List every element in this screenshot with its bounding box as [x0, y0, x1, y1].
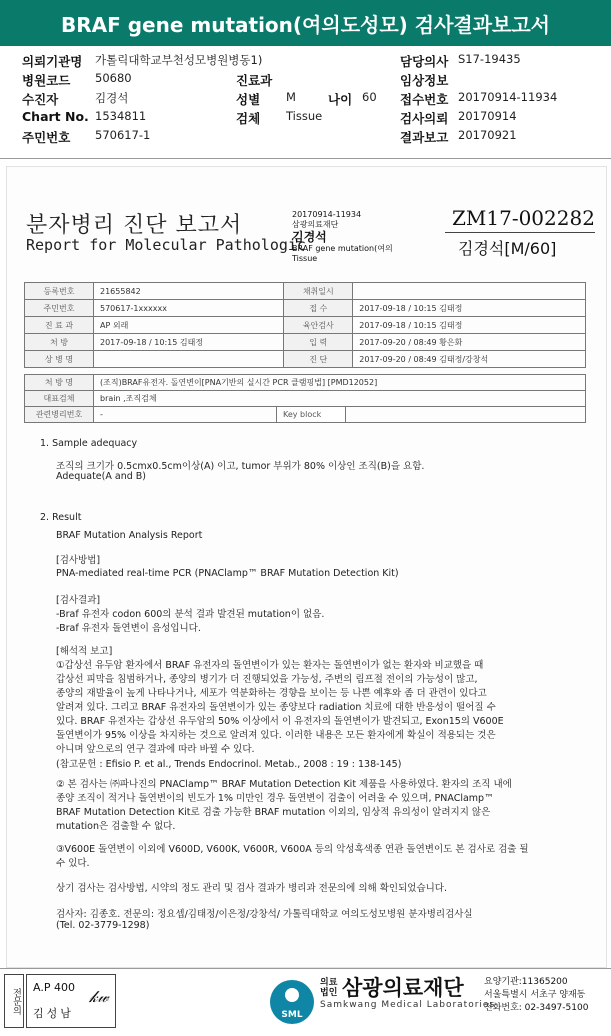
header-label: 의뢰기관명 — [22, 54, 83, 69]
label-lab: 삼광의료재단 — [292, 220, 339, 229]
report-title-english: Report for Molecular Pathologic — [26, 236, 306, 254]
patient-name-age: 김경석[M/60] — [458, 239, 557, 258]
specialist-stamp — [26, 974, 116, 1028]
table-key: 입 력 — [284, 334, 353, 351]
header-label: 병원코드 — [22, 73, 71, 88]
header-row — [0, 109, 611, 127]
table-value — [353, 283, 586, 300]
specimen-label — [292, 210, 420, 264]
report-line: [검사방법] — [56, 555, 101, 566]
table-value: 2017-09-20 / 08:49 황은화 — [353, 334, 586, 351]
table-value: brain ,조직검체 — [94, 391, 586, 407]
order-table — [24, 374, 586, 423]
report-title: BRAF gene mutation(여의도성모) 검사결과보고서 — [60, 12, 550, 37]
table-row — [25, 391, 586, 407]
header-row — [0, 90, 611, 108]
report-line: 알려져 있다. 그리고 BRAF 유전자의 돌연변이가 있는 종양보다 radiation 치료에 대한 반응성이 떨어질 수 — [56, 702, 496, 713]
label-accession: 20170914-11934 — [292, 210, 362, 219]
table-key: 채취일시 — [284, 283, 353, 300]
signature: 𝓀𝓌 — [89, 987, 109, 1006]
table-key: 처 방 — [25, 334, 94, 351]
report-line: PNA-mediated real-time PCR (PNAClamp™ BRAF Mutation Detection Kit) — [56, 568, 399, 579]
foundation-prefix — [320, 978, 337, 998]
table-row — [25, 375, 586, 391]
table-value: - — [94, 407, 277, 423]
footer-divider — [0, 968, 611, 969]
foundation-name-english: Samkwang Medical Laboratories — [320, 1000, 496, 1010]
header-label: 검사의뢰 — [400, 111, 449, 126]
pathology-code: ZM17-002282 — [452, 206, 595, 230]
foundation-prefix-2: 법인 — [320, 988, 338, 998]
table-value: 2017-09-20 / 08:49 김태정/강창석 — [353, 351, 586, 368]
table-value: 570617-1xxxxxx — [94, 300, 284, 317]
patient-header — [0, 52, 611, 152]
report-line: -Braf 유전자 돌연변이 음성입니다. — [56, 623, 201, 634]
logo-text: SML — [281, 1010, 303, 1020]
foundation-contact — [484, 976, 588, 1015]
report-title-bar — [0, 0, 611, 46]
header-value: 50680 — [95, 71, 132, 85]
header-label: 담당의사 — [400, 54, 449, 69]
table-value — [346, 407, 586, 423]
header-value: M — [286, 90, 296, 104]
header-value: 가톨릭대학교부천성모병원병동1) — [95, 53, 263, 67]
foundation-prefix-1: 의료 — [320, 978, 338, 988]
contact-code: 요양기관:11365200 — [484, 977, 568, 987]
table-value: 2017-09-18 / 10:15 김태정 — [94, 334, 284, 351]
report-line: 돌연변이가 95% 이상을 차지하는 것으로 알려져 있다. 이러한 내용은 모든 환자에게 확실이 적용되는 것은 — [56, 730, 496, 741]
header-value: 20170914 — [458, 109, 517, 123]
table-key: 접 수 — [284, 300, 353, 317]
label-specimen: Tissue — [292, 254, 318, 263]
contact-address: 서울특별시 서초구 양재동 — [484, 990, 586, 1000]
table-row — [25, 317, 586, 334]
table-value: (조직)BRAF유전자. 돌연변이[PNA기반의 실시간 PCR 클램핑법] [PMD12052] — [94, 375, 586, 391]
table-row — [25, 334, 586, 351]
header-value: 60 — [362, 90, 377, 104]
header-divider — [0, 158, 611, 159]
header-label: 진료과 — [236, 73, 273, 88]
report-line: 검사자: 김종호. 전문의: 정요셉/김태정/이은정/강창석/ 가톨릭대학교 여의도성모병원 분자병리검사실 — [56, 909, 473, 920]
table-key: 주민번호 — [25, 300, 94, 317]
report-line: 종양 조직이 적거나 돌연변이의 빈도가 1% 미만인 경우 돌연변이 검출이 어려울 수 있으며, PNAClamp™ — [56, 793, 494, 804]
report-line: 갑상선 피막을 침범하거나, 종양의 병기가 더 진행되었을 가능성, 주변의 림프절 전이의 가능성이 많고, — [56, 674, 478, 685]
header-label: 주민번호 — [22, 130, 71, 145]
table-value: AP 외래 — [94, 317, 284, 334]
report-line: 상기 검사는 검사방법, 시약의 정도 관리 및 검사 결과가 병리과 전문의에 의해 확인되었습니다. — [56, 883, 448, 894]
report-line: 있다. BRAF 유전자는 갑상선 유두암의 50% 이상에서 이 유전자의 돌연변이가 발견되고, Exon15의 V600E — [56, 716, 504, 727]
report-line: (참고문헌 : Efisio P. et al., Trends Endocrinol. Metab., 2008 : 19 : 138-145) — [56, 759, 402, 770]
report-line: mutation은 검출할 수 없다. — [56, 821, 176, 832]
table-key: 육안검사 — [284, 317, 353, 334]
report-line: (Tel. 02-3779-1298) — [56, 920, 150, 931]
table-row — [25, 351, 586, 368]
report-line: 수 있다. — [56, 858, 90, 869]
report-line: Adequate(A and B) — [56, 471, 146, 482]
table-value — [94, 351, 284, 368]
logo-dot — [285, 988, 299, 1002]
contact-phone: 전화번호: 02-3497-5100 — [484, 1003, 589, 1013]
header-label: 임상정보 — [400, 73, 449, 88]
report-line: BRAF Mutation Detection Kit로 검출 가능한 BRAF mutation 이외의, 임상적 유의성이 알려지지 않은 — [56, 807, 491, 818]
doctor-name: 김성남 — [33, 1007, 74, 1020]
header-row — [0, 71, 611, 89]
header-label: 검체 — [236, 111, 261, 126]
table-key: 대표검체 — [25, 391, 94, 407]
doctor-code: A.P 400 — [33, 981, 75, 994]
lab-logo-icon — [270, 980, 314, 1024]
report-line: [검사결과] — [56, 595, 101, 606]
table-key: 진 료 과 — [25, 317, 94, 334]
report-line: 종양의 재발율이 높게 나타나거나, 세포가 역분화하는 경향을 보이는 등 나쁜 예후와 좀 더 관련이 있다고 — [56, 688, 487, 699]
header-row — [0, 128, 611, 146]
table-key: 등록번호 — [25, 283, 94, 300]
foundation-name: 삼광의료재단 — [342, 976, 464, 1000]
report-line: 아니며 앞으로의 연구 결과에 따라 바뀔 수 있다. — [56, 744, 255, 755]
report-title-korean: 분자병리 진단 보고서 — [26, 213, 243, 238]
label-patient: 김경석 — [292, 230, 327, 244]
header-value: 570617-1 — [95, 128, 151, 142]
header-value: 1534811 — [95, 109, 147, 123]
header-value: 20170914-11934 — [458, 90, 558, 104]
header-label: 접수번호 — [400, 92, 449, 107]
table-value: 21655842 — [94, 283, 284, 300]
report-line: 1. Sample adequacy — [40, 438, 138, 449]
specialist-stamp-label: 전문의 — [4, 974, 24, 1028]
table-key: 진 단 — [284, 351, 353, 368]
table-key: 관련병리번호 — [25, 407, 94, 423]
header-row — [0, 52, 611, 70]
header-value: 김경석 — [95, 91, 129, 105]
report-line: 2. Result — [40, 512, 82, 523]
report-line: BRAF Mutation Analysis Report — [56, 530, 203, 541]
report-line: -Braf 유전자 codon 600의 분석 결과 발견된 mutation이 없음. — [56, 609, 325, 620]
table-value: 2017-09-18 / 10:15 김태정 — [353, 300, 586, 317]
report-line: 조직의 크기가 0.5cmx0.5cm이상(A) 이고, tumor 부위가 80% 이상인 조직(B)을 요함. — [56, 461, 425, 472]
header-label: 수진자 — [22, 92, 59, 107]
table-value: 2017-09-18 / 10:15 김태정 — [353, 317, 586, 334]
header-label: 나이 — [328, 92, 353, 107]
table-key: 상 병 명 — [25, 351, 94, 368]
header-label: Chart No. — [22, 109, 89, 124]
table-row — [25, 407, 586, 423]
header-label: 성별 — [236, 92, 261, 107]
table-row — [25, 283, 586, 300]
table-key: Key block — [277, 407, 346, 423]
code-underline — [445, 232, 595, 233]
report-line: ①갑상선 유두암 환자에서 BRAF 유전자의 돌연변이가 있는 환자는 돌연변이가 없는 환자와 비교했을 때 — [56, 660, 484, 671]
header-label: 결과보고 — [400, 130, 449, 145]
header-value: Tissue — [286, 109, 323, 123]
header-value: S17-19435 — [458, 52, 521, 66]
header-value: 20170921 — [458, 128, 517, 142]
report-line: [해석적 보고] — [56, 646, 113, 657]
table-row — [25, 300, 586, 317]
report-line: ② 본 검사는 ㈜파나진의 PNAClamp™ BRAF Mutation Detection Kit 제품을 사용하였다. 환자의 조직 내에 — [56, 779, 512, 790]
registration-table — [24, 282, 586, 368]
table-key: 처 방 명 — [25, 375, 94, 391]
label-test: BRAF gene mutation(여의 — [292, 244, 393, 253]
report-line: ③V600E 돌연변이 이외에 V600D, V600K, V600R, V600A 등의 악성흑색종 연관 돌연변이도 본 검사로 검출 될 — [56, 844, 529, 855]
